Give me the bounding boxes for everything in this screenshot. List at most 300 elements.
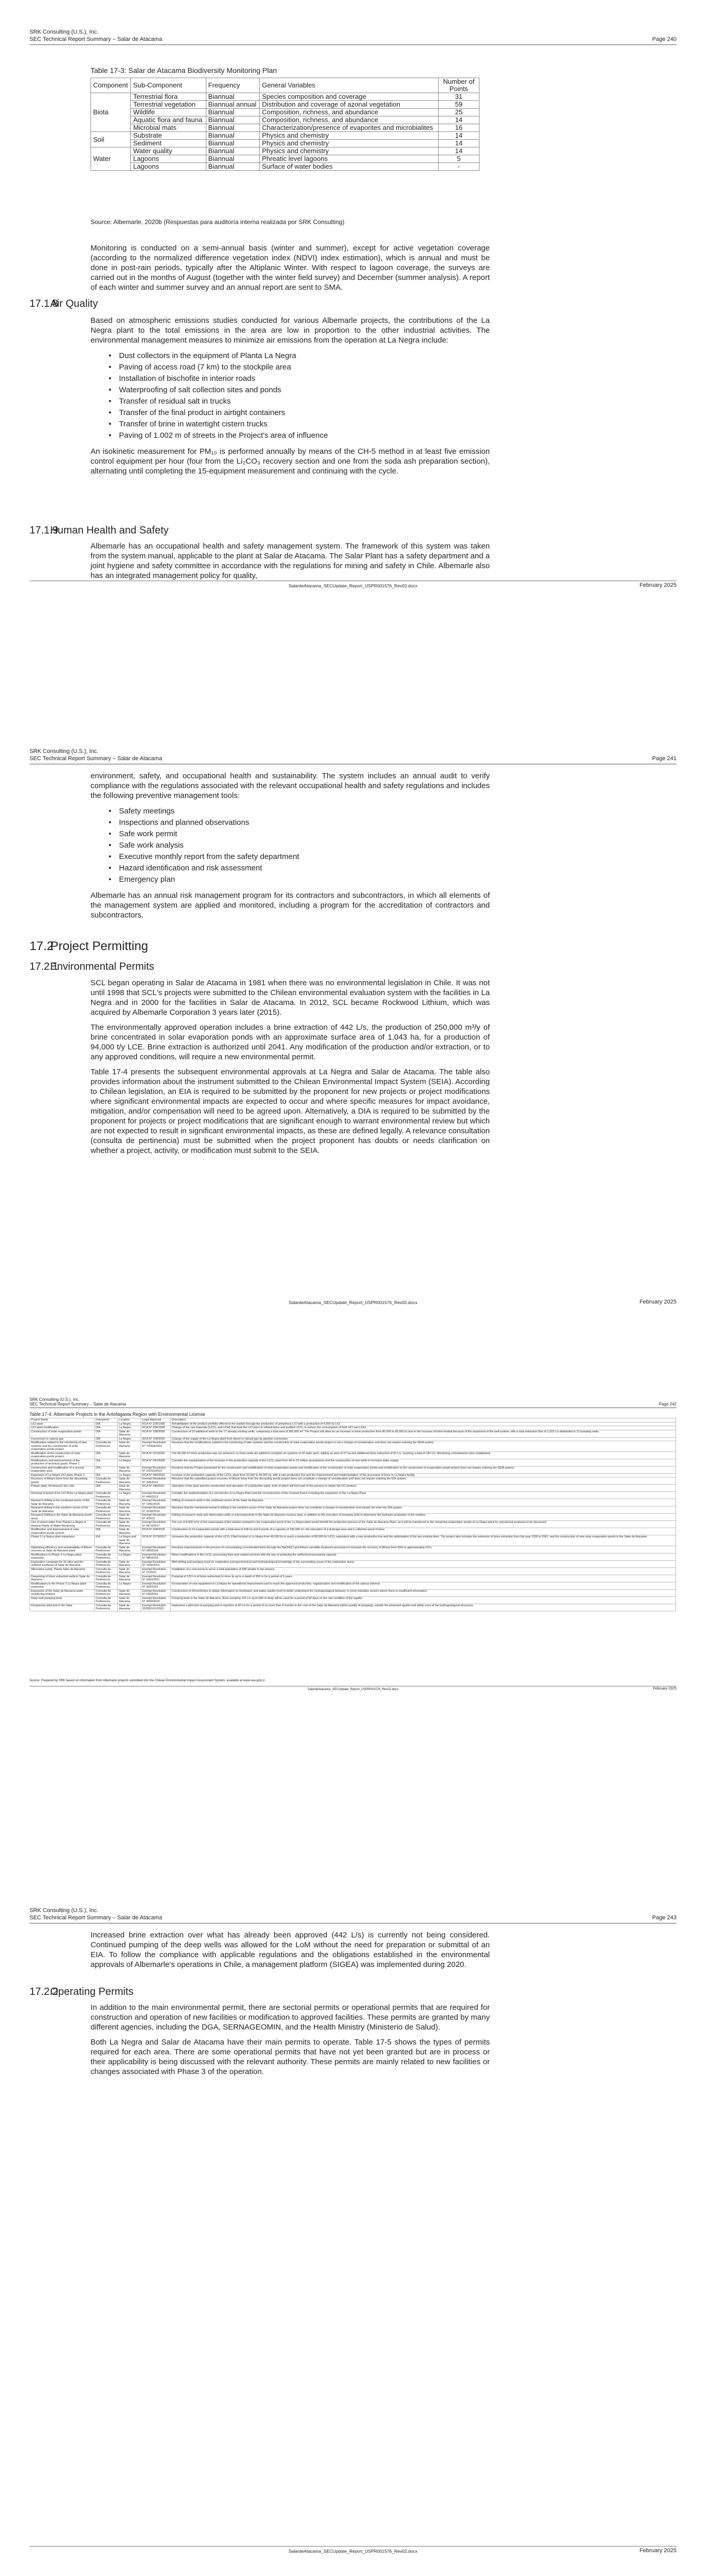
cell: Biannual: [206, 155, 260, 163]
table-row: [91, 109, 479, 116]
footer-date: February 2025: [653, 1687, 677, 1691]
company-name: SRK Consulting (U.S.), Inc.: [29, 1907, 99, 1914]
section-title: Environmental Permits: [50, 961, 155, 972]
table-row: [30, 1473, 676, 1477]
paragraph: Both La Negra and Salar de Atacama have their main permits to operate. Table 17-5 shows the types of permits required for each area. There are some operational permits that have not yet been granted but are in process or their applicability is being discussed with the relevant authority. These permits are mainly related to new facilities or changes associated with Phase 3 of the operation.: [91, 2038, 490, 2076]
cell: Exempt Resolution N° 000/2022: [141, 1582, 171, 1589]
cell: La Negra: [118, 1422, 141, 1426]
cell: Biannual: [206, 163, 260, 171]
page-header: [29, 1397, 677, 1407]
cell: LiCl plant modification: [30, 1426, 95, 1430]
footer-filename: SalardeAtacama_SECUpdate_Report_USPR001576_Rev02.docx: [288, 2549, 417, 2554]
section-heading: [29, 525, 169, 537]
cell: Exempt Resolution N° 0673/2017: [141, 1521, 171, 1528]
table-row: [30, 1492, 676, 1499]
cell: Consulta de Pertinencia: [95, 1589, 118, 1596]
cell: Exempt Resolution N° 4100/2014: [141, 1506, 171, 1514]
col-header: Sub-Component: [131, 78, 206, 93]
cell: Consulta de Pertinencia: [95, 1582, 118, 1589]
cell: Salar de Atacama: [118, 1430, 141, 1437]
cell: DIA: [95, 1485, 118, 1492]
table-body: [30, 1422, 676, 1611]
col-header: Description: [171, 1418, 676, 1423]
cell: Minor modifications in the LiCO₃ processing lines and related services with the aim of achieving the authorized processing capacity.: [171, 1553, 676, 1560]
cell: 14: [439, 116, 479, 124]
cell: Exempt Resolution N° 326/2012: [141, 1477, 171, 1485]
table-row: [91, 163, 479, 171]
cell: RCA N° 041/2008: [141, 1459, 171, 1466]
cell: 59: [439, 101, 479, 109]
cell: Wildlife: [131, 109, 206, 116]
footer-date: February 2025: [639, 1299, 677, 1305]
table-header: [91, 78, 479, 93]
section-heading: [29, 298, 98, 310]
list-item: • Emergency plan: [119, 874, 490, 885]
cell: DIA: [95, 1437, 118, 1441]
table-row: [91, 155, 479, 163]
col-header: Instrument: [95, 1418, 118, 1423]
col-header: Legal Approval: [141, 1418, 171, 1423]
cell: La Negra: [118, 1553, 141, 1560]
cell: Pumping tests in the Salar de Atacama. Brine pumping 120 L/s up to 300 m deep will be used for a period of 60 days on the real condition of the aquifer.: [171, 1596, 676, 1604]
footer-date: February 2025: [639, 582, 677, 588]
cell: La Negra: [118, 1473, 141, 1477]
paragraph: The environmentally approved operation includes a brine extraction of 442 L/s, the production of 250,000 m³/y of brine concentrated in solar evaporation ponds with an approximate surface area of 1,043 ha, for a production of 94,000 t/y LCE. Brine extraction is authorized until 2041. Any modification of the production and/or extraction, or to any approved conditions, will require a new environmental permit.: [91, 1023, 490, 1061]
cell: Exempt Resolution 202303101/2023: [141, 1604, 171, 1611]
table-row: [30, 1485, 676, 1492]
cell: Aquatic flora and fauna: [131, 116, 206, 124]
cell: 31: [439, 93, 479, 101]
cell: Biannual: [206, 132, 260, 140]
table-source: Source: Albemarle, 2020b (Respuestas para auditoría interna realizada por SRK Consulting): [91, 218, 344, 226]
cell: Consulta de Pertinencia: [95, 1441, 118, 1452]
cell: Increases the production capacity of the LiCO₃ Plant located in La Negra from 40,000 t/y to reach a production of 80,000 t/y LiCO₃ equivalent with a new production line and the optimization of the two existing lines. The project also includes the extension of brine extraction from the year 2030 to 2041, and the construction of new solar evaporation ponds in the Salar de Atacama.: [171, 1535, 676, 1546]
cell: Perspective pilot test in the Salar: [30, 1604, 95, 1611]
cell: Operation of the plant and the construction and operation of a production plant, both of which will form part of the process to obtain the KCl product.: [171, 1485, 676, 1492]
cell: LiCl plant: [30, 1422, 95, 1426]
cell: Modification and improvement of solar evaporation ponds system: [30, 1528, 95, 1535]
table-row: [91, 147, 479, 155]
cell: 14: [439, 132, 479, 140]
cell: DIA: [95, 1459, 118, 1466]
page-240: [0, 0, 706, 644]
cell: Salar de Atacama: [118, 1604, 141, 1611]
table-row: [91, 140, 479, 147]
cell: Research Drilling in the Salar de Atacama (north area): [30, 1514, 95, 1521]
table-caption: Table 17-3: Salar de Atacama Biodiversity Monitoring Plan: [91, 66, 277, 75]
list-item: • Transfer of residual salt in trucks: [119, 396, 490, 407]
cell: Salar de Atacama: [118, 1506, 141, 1514]
section-heading: [29, 961, 154, 973]
table-row: [30, 1506, 676, 1514]
section-heading: [29, 939, 148, 954]
col-header: Component: [91, 78, 131, 93]
table-row: [30, 1430, 676, 1437]
cell: Biannual: [206, 109, 260, 116]
table-row: [30, 1521, 676, 1528]
cell: DIA: [95, 1452, 118, 1459]
paragraph: In addition to the main environmental permit, there are sectorial permits or operational permits that are required for construction and operation of new facilities or modification to approved facilities. These permits are granted by many different agencies, including the DGA, SERNAGEOMIN, and the Health Ministry (Ministerio de Salud).: [91, 2003, 490, 2032]
footer-rule: [29, 2546, 677, 2547]
section-title: Operating Permits: [50, 1986, 134, 1997]
section-title: Project Permitting: [50, 939, 148, 953]
cell: RCA N° 0178/2017: [141, 1535, 171, 1546]
cell: Salar de Atacama: [118, 1596, 141, 1604]
report-title: SEC Technical Report Summary – Salar de Atacama: [29, 1402, 126, 1407]
cell: Exempt Resolution N° 0063/2021: [141, 1575, 171, 1582]
cell: Exempt Resolution N° 446/2013: [141, 1492, 171, 1499]
cell: Modifications to the Phase 3 La Negra plant expansion: [30, 1582, 95, 1589]
cell: Exempt Resolution N° 1041/2014: [141, 1499, 171, 1506]
table-row: [30, 1553, 676, 1560]
cell: Phase 3 La Negra plant expansion: [30, 1535, 95, 1546]
cell: Resolves improvements in the process of concentrating concentrated brine through the NaCl/KCl and lithium carnallite treatment processes to increase the recovery of lithium from 50% to approximately 61%.: [171, 1546, 676, 1553]
cell: DIA: [95, 1473, 118, 1477]
section-number: 17.2: [29, 939, 54, 953]
cell: Salar de Atacama: [118, 1567, 141, 1575]
cell: Exempt Resolution N° 000/2018: [141, 1546, 171, 1553]
cell: Salar de Atacama: [118, 1466, 141, 1473]
cell: Salar de Atacama: [118, 1485, 141, 1492]
company-name: SRK Consulting (U.S.), Inc.: [29, 748, 99, 754]
cell: Physics and chemistry: [260, 147, 439, 155]
list-item: • Installation of bischofite in interior roads: [119, 373, 490, 384]
cell: RCA N° 083/2010: [141, 1473, 171, 1477]
cell: Exempt Resolution N° 026/2022: [141, 1589, 171, 1596]
table-row: [30, 1426, 676, 1430]
cell: Increase in the production capacity of the LiCO₃ plant from 23,000 to 44,000 t/y, with a new production line and the improvement and implementation of the processes of brine in La Negra facility.: [171, 1473, 676, 1477]
cell: Exempt Resolution N° 0050/2023: [141, 1596, 171, 1604]
cell: Resolves that the submitted project recovery of lithium brine from the discarding ponds project does not constitute a change of consideration and does not require entering the EIA system.: [171, 1477, 676, 1485]
cell: Deepening of brine extraction wells in Salar de Atacama: [30, 1575, 95, 1582]
cell: La Negra: [118, 1492, 141, 1499]
list-item: • Safe work permit: [119, 828, 490, 840]
cell: DIA: [95, 1430, 118, 1437]
table-caption: Table 17-4: Albemarle Projects in the Antofagasta Region with Environmental License: [29, 1412, 205, 1417]
cell: Salar de Atacama: [118, 1521, 141, 1528]
cell: Salar de Atacama: [118, 1441, 141, 1452]
cell: Consulta de Pertinencia: [95, 1521, 118, 1528]
paragraph: Albemarle has an annual risk management program for its contractors and subcontractors, in which all elements of the management system are applied and monitored, including a program for the accreditation of contractors and subcontractors.: [91, 891, 490, 920]
list-item: • Waterproofing of salt collection sites and ponds: [119, 384, 490, 396]
cell: Salar de Atacama: [118, 1560, 141, 1567]
cell: DIA: [95, 1466, 118, 1473]
table-row: [30, 1477, 676, 1485]
table-row: [30, 1596, 676, 1604]
cell: Microbial mats: [131, 124, 206, 132]
table-header: [30, 1418, 676, 1423]
biodiversity-table: [91, 78, 479, 171]
cell: Incorporation of new equipment in La Negra for operational improvement and to reach the approved production, regularization and modification of the various internal.: [171, 1582, 676, 1589]
table-row: [30, 1466, 676, 1473]
cell: RCA N° 100/2000: [141, 1437, 171, 1441]
col-header: General Variables: [260, 78, 439, 93]
cell: Construction of 10 evaporation ponds with a total area of 108 ha and 4 ponds of a capacity of 195,000 m³, the relocation of a drainage area and a collection pond of brine.: [171, 1528, 676, 1535]
col-header: Frequency: [206, 78, 260, 93]
cell: Expansion of La Negra LiCl plant, Phase 1: [30, 1473, 95, 1477]
report-title: SEC Technical Report Summary – Salar de Atacama: [29, 36, 162, 42]
page-number: Page 240: [652, 36, 677, 42]
table-row: [30, 1567, 676, 1575]
cell: DIA: [95, 1422, 118, 1426]
cell: Exempt Resolution N° 4/2015: [141, 1514, 171, 1521]
cell: Salar de Atacama: [118, 1514, 141, 1521]
footer-filename: SalardeAtacama_SECUpdate_Report_USPR001576_Rev02.docx: [288, 1300, 417, 1305]
table-row: [91, 124, 479, 132]
cell: Lagoons: [131, 163, 206, 171]
table-row: [30, 1535, 676, 1546]
cell: Modification of the construction of solar evaporation ponds project: [30, 1452, 95, 1459]
page-number: Page 242: [658, 1402, 677, 1407]
cell: Consulta de Pertinencia: [95, 1575, 118, 1582]
paragraph: SCL began operating in Salar de Atacama in 1981 when there was no environmental legislation in Chile. It was not until 1998 that SCL's projects were submitted to the Chilean environmental evaluation system with the facilities in La Negra and in 2000 for the facilities in Salar de Atacama. In 2012, SCL became Rockwood Lithium, which was acquired by Albemarle Corporation 3 years later (2015).: [91, 979, 490, 1017]
body-text: [91, 2003, 490, 2082]
cell: Optimizing efficiency and sustainability of lithium recovery at Salar de Atacama plant: [30, 1546, 95, 1553]
table-row: [30, 1560, 676, 1567]
paragraph: Table 17-4 presents the subsequent environmental approvals at La Negra and Salar de Atacama. The table also provides information about the instrument submitted to the Chilean Environmental Impact System (SEIA). According to Chilean legislation, an EIA is required to be submitted by the proponent for new projects or project modifications where significant environmental impacts are expected to occur and where specific measures for impact avoidance, mitigation, and/or compensation will need to be agreed upon. Alternatively, a DIA is required to be submitted by the proponent for projects or project modifications that are significant enough to warrant environmental review but which are not expected to result in significant environmental impacts, as these are defined legally. A relevance consultation (consulta de pertinencia) must be submitted when the project proponent has doubts or needs clarification on whether a project, activity, or modification must submit to the SEIA.: [91, 1068, 490, 1155]
page-header: [29, 28, 677, 43]
cell: 14: [439, 147, 479, 155]
cell: Consulta de Pertinencia: [95, 1546, 118, 1553]
section-number: 17.1.8: [29, 298, 58, 309]
cell: Surface of water bodies: [260, 163, 439, 171]
cell: RCA N° 021/2006: [141, 1452, 171, 1459]
cell: Potash plant, Rockwood Litio Ltda: [30, 1485, 95, 1492]
cell: Drilling of research wells in the southeast sector of the Salar de Atacama.: [171, 1499, 676, 1506]
cell: Recovery of lithium brine from the discarding ponds: [30, 1477, 95, 1485]
cell: Exempt Resolution N° 986/2018: [141, 1553, 171, 1560]
footer-date: February 2025: [639, 2548, 677, 2554]
cell: Expansion of the Salar de Atacama water monitoring network: [30, 1589, 95, 1596]
table-row: [30, 1604, 676, 1611]
cell: 16: [439, 124, 479, 132]
cell: Exempt Resolution N° 21/2021: [141, 1567, 171, 1575]
page-241: [0, 644, 706, 1289]
cell: Characterization/presence of evaporites and microbialites: [260, 124, 439, 132]
list-item: • Dust collectors in the equipment of Planta La Negra: [119, 350, 490, 362]
cell: Salar de Atacama: [118, 1452, 141, 1459]
paragraph: Albemarle has an occupational health and safety management system. The framework of this system was taken from the system manual, applicable to the plant at Salar de Atacama. The Salar Plant has a safety department and a joint hygiene and safety committee in accordance with the regulations for mining and safety in Chile. Albemarle also has an integrated management policy for quality,: [91, 542, 490, 580]
cell: La Negra and Salar de Atacama: [118, 1535, 141, 1546]
company-name: SRK Consulting (U.S.), Inc.: [29, 1397, 80, 1402]
table-row: [30, 1441, 676, 1452]
cell: Modification related to the monitoring of lake systems and the construction of solar evaporation ponds project: [30, 1441, 95, 1452]
cell: Salar de Atacama: [118, 1528, 141, 1535]
cell: La Negra: [118, 1459, 141, 1466]
cell: Salar de Atacama: [118, 1499, 141, 1506]
cell: Consulta de Pertinencia: [95, 1499, 118, 1506]
cell: Substrate: [131, 132, 206, 140]
section-heading: [29, 1986, 133, 1998]
body-text: [91, 771, 490, 925]
component-cell: Water: [91, 147, 131, 171]
cell: Exempt Resolution N° 2/2010/2015: [141, 1466, 171, 1473]
cell: Use of sweet water from Planta La Negra in Arizona Plants of Water Monitoring: [30, 1521, 95, 1528]
col-header: Location: [118, 1418, 141, 1423]
cell: Exempt Resolution N° 1102/2019: [141, 1560, 171, 1567]
cell: Modifications and improvements of the production of technical grade, Phase 1: [30, 1459, 95, 1466]
component-cell: Soil: [91, 132, 131, 147]
table-row: [30, 1437, 676, 1441]
list-item: • Executive monthly report from the safety department: [119, 851, 490, 863]
section-title: Human Health and Safety: [50, 525, 169, 536]
bullet-list: [91, 350, 490, 441]
cell: Construction of solar evaporation ponds: [30, 1430, 95, 1437]
cell: Research drilling in the southeast sector of the Salar de Atacama: [30, 1499, 95, 1506]
list-item: • Hazard identification and risk assessment: [119, 863, 490, 874]
section-number: 17.1.9: [29, 525, 58, 536]
table-row: [30, 1528, 676, 1535]
section-number: 17.2.2: [29, 1986, 58, 1997]
body-text: [91, 243, 490, 298]
report-title: SEC Technical Report Summary – Salar de Atacama: [29, 1915, 162, 1921]
cell: Consulta de Pertinencia: [95, 1553, 118, 1560]
table-row: [30, 1546, 676, 1553]
cell: Salar de Atacama: [118, 1575, 141, 1582]
cell: Biannual: [206, 140, 260, 147]
cell: Rehabilitation of the product portfolio offered to the market through the production of anhydrous LiCl with a production of 4,500 t/y LiCl.: [171, 1422, 676, 1426]
cell: Renewal of beach from LiCl Brine La Negra plant: [30, 1492, 95, 1499]
cell: Change of the supply of the La Negra plant from diesel to natural gas by pipeline connection.: [171, 1437, 676, 1441]
cell: La Negra: [118, 1437, 141, 1441]
cell: Exempt Resolution N° 7/2004/2016: [141, 1441, 171, 1452]
cell: Consulta de Pertinencia: [95, 1567, 118, 1575]
cell: Installation of a new pump to serve a total population of 680 people in two phases.: [171, 1567, 676, 1575]
cell: RCA N° 004/2018: [141, 1528, 171, 1535]
cell: Terrestrial flora: [131, 93, 206, 101]
page-number: Page 243: [652, 1915, 677, 1921]
page-242: [0, 1397, 706, 1697]
component-cell: Biota: [91, 93, 131, 132]
table-row: [30, 1582, 676, 1589]
paragraph: environment, safety, and occupational health and sustainability. The system includes an annual audit to verify compliance with the regulations associated with the relevant occupational health and safety regulations and includes the following preventive management tools:: [91, 772, 490, 800]
paragraph: Increased brine extraction over what has already been approved (442 L/s) is currently not being considered. Continued pumping of the deep wells was allowed for the LoM without the need for preparation or submittal of an EIA. To follow the compliance with applicable regulations and the obligations established in the environmental approvals of Albemarle's operations in Chile, a management platform (SIGEA) was implemented during 2020.: [91, 1931, 490, 1969]
cell: 25: [439, 109, 479, 116]
cell: Consulta de Pertinencia: [95, 1596, 118, 1604]
cell: Change of the raw materials (LiCO₃ and LiOH) that feed the LiCl plant to refined brine and purified LiCO₃ to reduce the consumption of both HCl and LiOH.: [171, 1426, 676, 1430]
cell: DIA: [95, 1528, 118, 1535]
cell: Alternative pump, Planta Salar de Atacama: [30, 1567, 95, 1575]
table-row: [91, 132, 479, 140]
cell: Biannual annual: [206, 101, 260, 109]
cell: The 96,000 m² brine production was not achieved, so three wells are added to complete six systems of 32 wells each, adding an area of 27 ha and additional brine extraction of 92 L/s, reaching a total of 142 L/s. Monitoring commitments were established.: [171, 1452, 676, 1459]
cell: Resolves that the modifications related to the monitoring of lake systems and the construction of solar evaporation ponds project is not a change of consideration and does not require entering the SEIA system.: [171, 1441, 676, 1452]
paragraph: Based on atmospheric emissions studies conducted for various Albemarle projects, the contributions of the La Negra plant to the total emissions in the area are low in proportion to the other industrial activities. The environmental management measures to minimize air emissions from the operation at La Negra include:: [91, 316, 490, 345]
cell: Biannual: [206, 116, 260, 124]
table-row: [30, 1514, 676, 1521]
cell: Consulta de Pertinencia: [95, 1604, 118, 1611]
cell: Lagoons: [131, 155, 206, 163]
cell: Research drilling in the southern sector of the Salar de Atacama: [30, 1506, 95, 1514]
cell: Consulta de Pertinencia: [95, 1560, 118, 1567]
cell: Distribution and coverage of azonal vegetation: [260, 101, 439, 109]
cell: Implement a pilot test of pumping and re-injection of 40 L/s for a period of no more than 6 months in the core of the Salar de Atacama (either quality of pumping), outside the protected aquifer and within zone of the hydrogeological structures.: [171, 1604, 676, 1611]
cell: Exploration campaign for 16 sites and the unitized southeast of Salar de Atacama: [30, 1560, 95, 1567]
table-row: [30, 1459, 676, 1466]
cell: RCA N° 226/1998: [141, 1422, 171, 1426]
cell: Physics and chemistry: [260, 140, 439, 147]
table-row: [91, 101, 479, 109]
table-row: [30, 1452, 676, 1459]
list-item: • Transfer of the final product in airtight containers: [119, 407, 490, 419]
table-row: [30, 1422, 676, 1426]
cell: Construction and modification of a second evaporation area: [30, 1466, 95, 1473]
list-item: • Transfer of brine in watertight cistern trucks: [119, 419, 490, 430]
section-title: Air Quality: [50, 298, 98, 309]
cell: Sediment: [131, 140, 206, 147]
cell: Consider the implementation of a second line in La Negra Plant and the reconstruction of the renewal beach including the expansion of the La Negra Plant.: [171, 1492, 676, 1499]
cell: 5: [439, 155, 479, 163]
cell: Biannual: [206, 124, 260, 132]
cell: Construction of 28 boreholes to obtain information on freshwater and saline aquifer level to better understand the hydrogeological behavior in some transition sectors where there is insufficient information.: [171, 1589, 676, 1596]
cell: Consider the regularization of the increase in the production capacity of the LiCO₃ plant from 40 to 23 million pounds/year and the construction of new wells to increase water supply.: [171, 1459, 676, 1466]
paragraph: An isokinetic measurement for PM₁₀ is performed annually by means of the CH-5 method in at least five emission control equipment per hour (four from the Li₂CO₃ recovery section and one from the soda ash preparation section), alternating until completing the 15-equipment measurement and continuing with the cycle.: [91, 447, 490, 476]
projects-table: [29, 1418, 676, 1611]
cell: Modifications to Phase 3 La Negra plant expansion: [30, 1553, 95, 1560]
cell: Phreatic level lagoons: [260, 155, 439, 163]
cell: Deep well pumping tests: [30, 1596, 95, 1604]
footer-filename: SalardeAtacama_SECUpdate_Report_USPR001576_Rev02.docx: [307, 1688, 399, 1691]
table-row: [30, 1575, 676, 1582]
body-text: [91, 1930, 490, 1975]
cell: Pumping of 120 L/s of brine authorized to drive its up to a depth of 300 m for a period of 5 years.: [171, 1575, 676, 1582]
list-item: • Safe work analysis: [119, 840, 490, 851]
cell: Salar de Atacama: [118, 1546, 141, 1553]
cell: Biannual: [206, 147, 260, 155]
cell: Well drilling and pumping tests for exploration and geochemical and hydrogeological knowledge of the surrounding areas of the exploration areas.: [171, 1560, 676, 1567]
cell: Biannual: [206, 93, 260, 101]
cell: EIA: [95, 1535, 118, 1546]
cell: RCA N° 094/1999: [141, 1426, 171, 1430]
cell: Species composition and coverage: [260, 93, 439, 101]
cell: Consulta de Pertinencia: [95, 1506, 118, 1514]
table-row: [30, 1589, 676, 1596]
list-item: • Paving of access road (7 km) to the stockpile area: [119, 362, 490, 373]
cell: RCA N° 109/2000: [141, 1430, 171, 1437]
cell: Drilling of research wells and observation wells in subcomponents in the Salar de Atacama nucleus area, in addition to the execution of pumping tests to determine the hydraulic properties of the medium.: [171, 1514, 676, 1521]
list-item: • Inspections and planned observations: [119, 817, 490, 828]
cell: Terrestrial vegetation: [131, 101, 206, 109]
cell: La Negra: [118, 1582, 141, 1589]
table-row: [91, 93, 479, 101]
list-item: • Paving of 1.002 m of streets in the Project's area of influence: [119, 430, 490, 441]
cell: Salar de Atacama: [118, 1589, 141, 1596]
body-text: [91, 316, 490, 481]
cell: DIA: [95, 1426, 118, 1430]
report-title: SEC Technical Report Summary – Salar de Atacama: [29, 756, 162, 762]
list-item: • Safety meetings: [119, 806, 490, 817]
cell: Composition, richness, and abundance: [260, 109, 439, 116]
table-row: [30, 1499, 676, 1506]
cell: Consulta de Pertinencia: [95, 1492, 118, 1499]
cell: The use of 8,000 m³/y of the supernatant of the solution pumped in the evaporation pond of the La Negra plant would benefit the production process of the Salar de Atacama Plant, as it will be transferred to the remaining evaporation ponds of La Negra plant for operational purposes to be discussed.: [171, 1521, 676, 1528]
company-name: SRK Consulting (U.S.), Inc.: [29, 29, 99, 35]
col-header: Number of Points: [439, 78, 479, 93]
cell: La Negra: [118, 1426, 141, 1430]
section-number: 17.2.1: [29, 961, 58, 972]
cell: Construction of 10 additional wells to the 17 already existing wells, comprising a total area of 360,000 m². The Project will allow for an increase in brine production from 80,000 to 95,000 t/y due to the increase of brine treated because of the expansion of the well system, with a total extraction flow of 1,022 L/s distributed in 12 pumping wells.: [171, 1430, 676, 1437]
cell: Composition, richness, and abundance: [260, 116, 439, 124]
footer-filename: SalardeAtacama_SECUpdate_Report_USPR001576_Rev02.docx: [288, 583, 417, 588]
cell: Resolves that the mentioned research drilling in the southern sector of the Salar de Atacama project does not constitute a change of consideration and should not enter the EIA system.: [171, 1506, 676, 1514]
paragraph: Monitoring is conducted on a semi-annual basis (winter and summer), except for active vegetation coverage (according to the normalized difference vegetation index (NDVI) index estimation), which is annual and must be done in post-rain periods, typically after the Altiplanic Winter. With respect to lagoon coverage, the surveys are carried out in the months of August (together with the winter field survey) and December (summer analysis). A report of each winter and summer survey and an annual report are sent to SMA.: [91, 244, 490, 292]
cell: Salar de Atacama: [118, 1477, 141, 1485]
body-text: [91, 978, 490, 1161]
cell: Water quality: [131, 147, 206, 155]
cell: Consulta de Pertinencia: [95, 1477, 118, 1485]
cell: RCA N° 048/2011: [141, 1485, 171, 1492]
page-243: [0, 1863, 706, 2576]
